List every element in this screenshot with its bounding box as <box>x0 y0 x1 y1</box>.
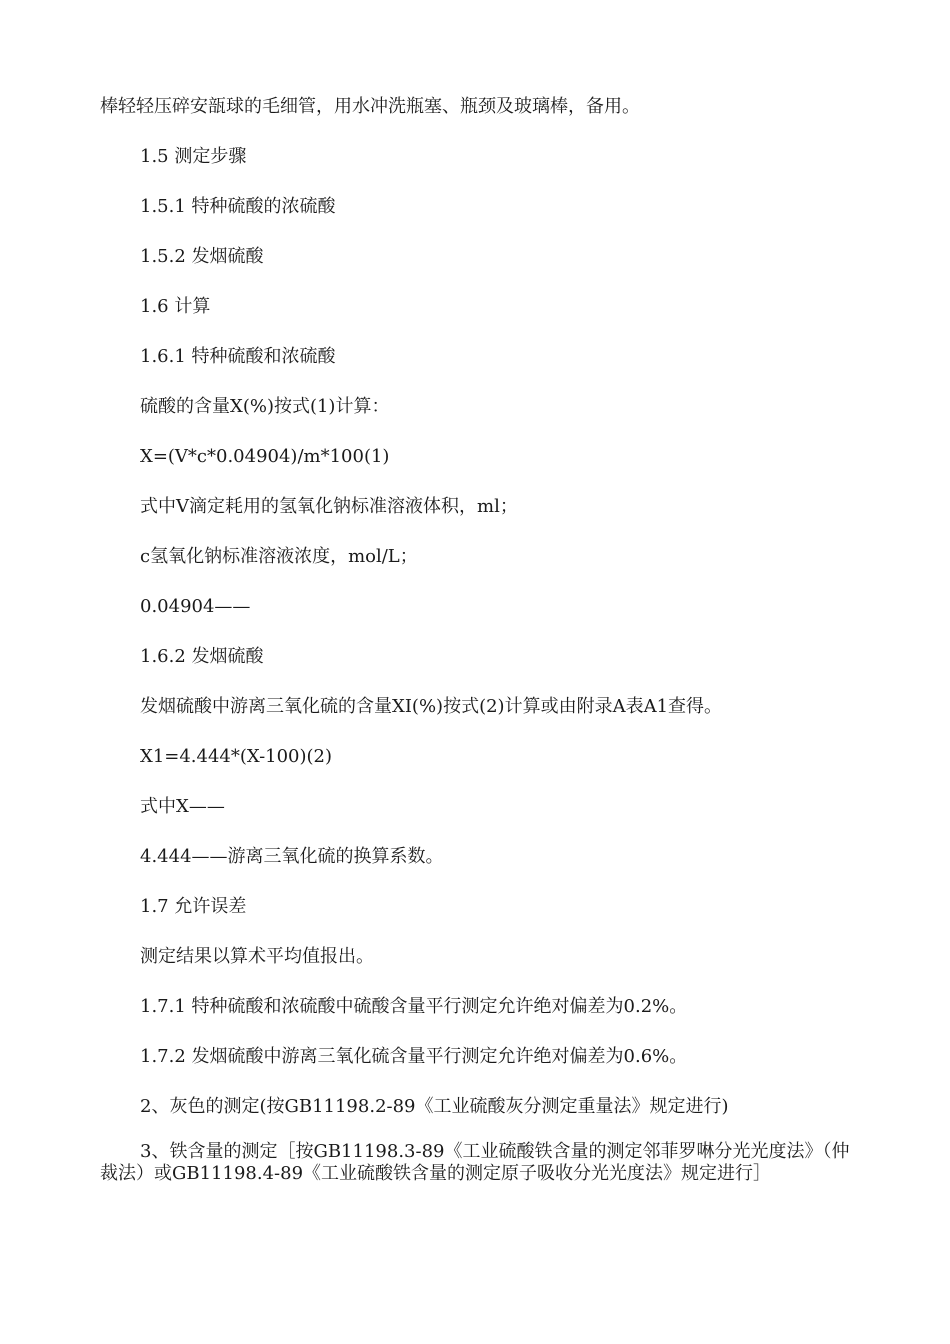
paragraph-formula-intro-2: 发烟硫酸中游离三氧化硫的含量XI(%)按式(2)计算或由附录A表A1查得。 <box>140 696 723 717</box>
section-1-7-2: 1.7.2 发烟硫酸中游离三氧化硫含量平行测定允许绝对偏差为0.6%。 <box>140 1046 688 1067</box>
section-heading-1-6-2: 1.6.2 发烟硫酸 <box>140 646 264 667</box>
section-2-ash-determination: 2、灰色的测定(按GB11198.2-89《工业硫酸灰分测定重量法》规定进行) <box>140 1096 729 1117</box>
paragraph-result-report: 测定结果以算术平均值报出。 <box>140 946 374 967</box>
paragraph-formula-intro-1: 硫酸的含量X(%)按式(1)计算： <box>140 396 390 417</box>
section-heading-1-6: 1.6 计算 <box>140 296 211 317</box>
formula-constant: 0.04904—— <box>140 596 251 617</box>
section-heading-1-5: 1.5 测定步骤 <box>140 146 247 167</box>
formula-variable-v: 式中V滴定耗用的氢氧化钠标准溶液体积，ml； <box>140 496 518 517</box>
formula-2: X1=4.444*(X-100)(2) <box>140 746 333 767</box>
formula-coefficient: 4.444——游离三氧化硫的换算系数。 <box>140 846 444 867</box>
section-3-iron-determination: 3、铁含量的测定［按GB11198.3-89《工业硫酸铁含量的测定邻菲罗啉分光光度法》（仲裁法）或GB11198.4-89《工业硫酸铁含量的测定原子吸收分光光度法》规定进行］ <box>100 1141 850 1184</box>
formula-1: X=(V*c*0.04904)/m*100(1) <box>140 446 390 467</box>
section-1-7-1: 1.7.1 特种硫酸和浓硫酸中硫酸含量平行测定允许绝对偏差为0.2%。 <box>140 996 688 1017</box>
section-heading-1-5-1: 1.5.1 特种硫酸的浓硫酸 <box>140 196 336 217</box>
section-heading-1-6-1: 1.6.1 特种硫酸和浓硫酸 <box>140 346 336 367</box>
formula-variable-x: 式中X—— <box>140 796 225 817</box>
paragraph-continuation: 棒轻轻压碎安瓿球的毛细管，用水冲洗瓶塞、瓶颈及玻璃棒，备用。 <box>100 96 640 117</box>
formula-variable-c: c氢氧化钠标准溶液浓度，mol/L； <box>140 546 418 567</box>
section-heading-1-5-2: 1.5.2 发烟硫酸 <box>140 246 264 267</box>
section-heading-1-7: 1.7 允许误差 <box>140 896 247 917</box>
